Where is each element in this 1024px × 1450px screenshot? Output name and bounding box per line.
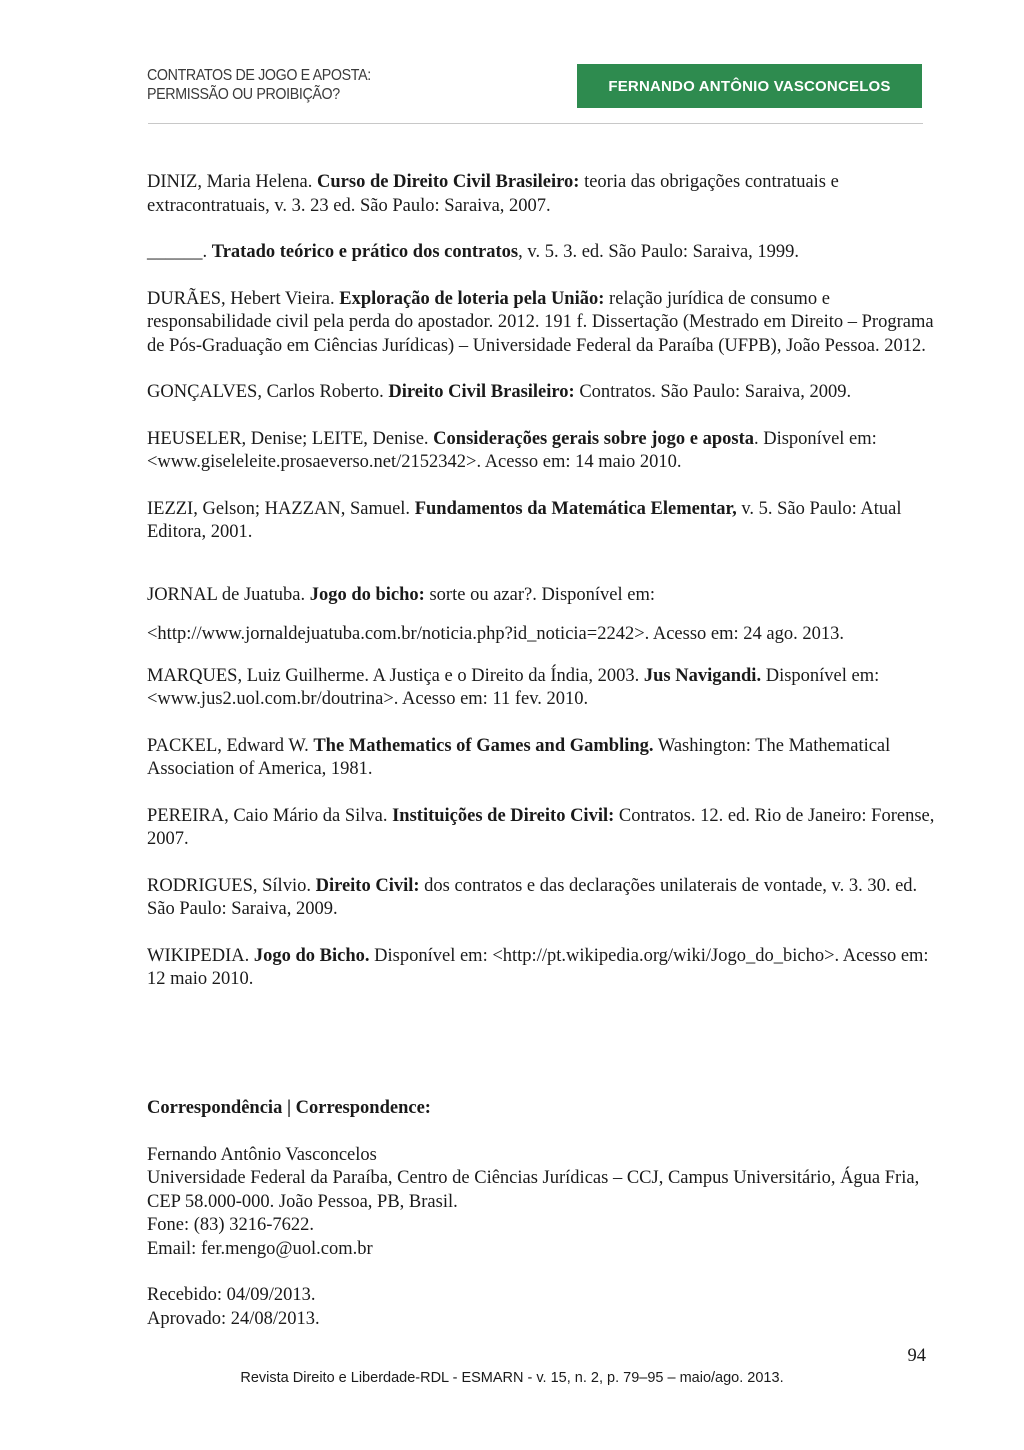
- reference-list: [147, 171, 937, 1015]
- running-title-line2: PERMISSÃO OU PROIBIÇÃO?: [147, 86, 340, 103]
- correspondence-dates: [147, 1284, 937, 1331]
- approved-date: Aprovado: 24/08/2013.: [147, 1308, 320, 1329]
- page-number: 94: [907, 1346, 926, 1366]
- reference-item: PACKEL, Edward W. The Mathematics of Games and Gambling. Washington: The Mathematical Association of America, 1981.: [147, 735, 891, 779]
- reference-item: MARQUES, Luiz Guilherme. A Justiça e o Direito da Índia, 2003. Jus Navigandi. Disponível em: <www.jus2.uol.com.br/doutrina>. Acesso em: 11 fev. 2010.: [147, 665, 880, 709]
- reference-item: RODRIGUES, Sílvio. Direito Civil: dos contratos e das declarações unilaterais de vontade, v. 3. 30. ed. São Paulo: Saraiva, 2009.: [147, 875, 918, 919]
- header-divider: [148, 123, 923, 124]
- correspondence-phone: Fone: (83) 3216-7622.: [147, 1215, 314, 1235]
- correspondence-contact: [147, 1144, 937, 1262]
- author-badge: FERNANDO ANTÔNIO VASCONCELOS: [577, 64, 922, 108]
- reference-item: PEREIRA, Caio Mário da Silva. Instituições de Direito Civil: Contratos. 12. ed. Rio de Janeiro: Forense, 2007.: [147, 805, 935, 849]
- reference-item: DURÃES, Hebert Vieira. Exploração de loteria pela União: relação jurídica de consumo e responsabilidade civil pela perda do apostador. 2012. 191 f. Dissertação (Mestrado em Direito – Programa de Pós-Graduação em Ciências Jurídicas) – Universidade Federal da Paraíba (UFPB), João Pessoa. 2012.: [147, 288, 934, 356]
- journal-footer: Revista Direito e Liberdade-RDL - ESMARN - v. 15, n. 2, p. 79–95 – maio/ago. 2013.: [240, 1370, 784, 1386]
- correspondence-address: Universidade Federal da Paraíba, Centro de Ciências Jurídicas – CCJ, Campus Universitário, Água Fria, CEP 58.000-000. João Pessoa, PB, Brasil.: [147, 1168, 920, 1212]
- correspondence-heading: Correspondência | Correspondence:: [147, 1098, 431, 1118]
- reference-item: DINIZ, Maria Helena. Curso de Direito Civil Brasileiro: teoria das obrigações contratuais e extracontratuais, v. 3. 23 ed. São Paulo: Saraiva, 2007.: [147, 172, 839, 216]
- reference-item: ______. Tratado teórico e prático dos contratos, v. 5. 3. ed. São Paulo: Saraiva, 1999.: [147, 242, 800, 262]
- reference-item: IEZZI, Gelson; HAZZAN, Samuel. Fundamentos da Matemática Elementar, v. 5. São Paulo: Atual Editora, 2001.: [147, 498, 902, 542]
- reference-item: GONÇALVES, Carlos Roberto. Direito Civil Brasileiro: Contratos. São Paulo: Saraiva, 2009.: [147, 382, 852, 402]
- correspondence-name: Fernando Antônio Vasconcelos: [147, 1144, 377, 1165]
- correspondence-email: Email: fer.mengo@uol.com.br: [147, 1238, 373, 1259]
- running-title: [147, 66, 371, 104]
- correspondence-section: [147, 1097, 937, 1354]
- running-title-line1: CONTRATOS DE JOGO E APOSTA:: [147, 67, 371, 84]
- reference-item: JORNAL de Juatuba. Jogo do bicho: sorte ou azar?. Disponível em: <http://www.jornaldejuatuba.com.br/noticia.php?id_noticia=2242>. Acesso em: 24 ago. 2013.: [147, 584, 844, 644]
- reference-item: HEUSELER, Denise; LEITE, Denise. Considerações gerais sobre jogo e aposta. Disponível em: <www.giseleleite.prosaeverso.net/2152342>. Acesso em: 14 maio 2010.: [147, 428, 877, 472]
- reference-item: WIKIPEDIA. Jogo do Bicho. Disponível em: <http://pt.wikipedia.org/wiki/Jogo_do_bicho>. Acesso em: 12 maio 2010.: [147, 945, 929, 989]
- received-date: Recebido: 04/09/2013.: [147, 1285, 316, 1305]
